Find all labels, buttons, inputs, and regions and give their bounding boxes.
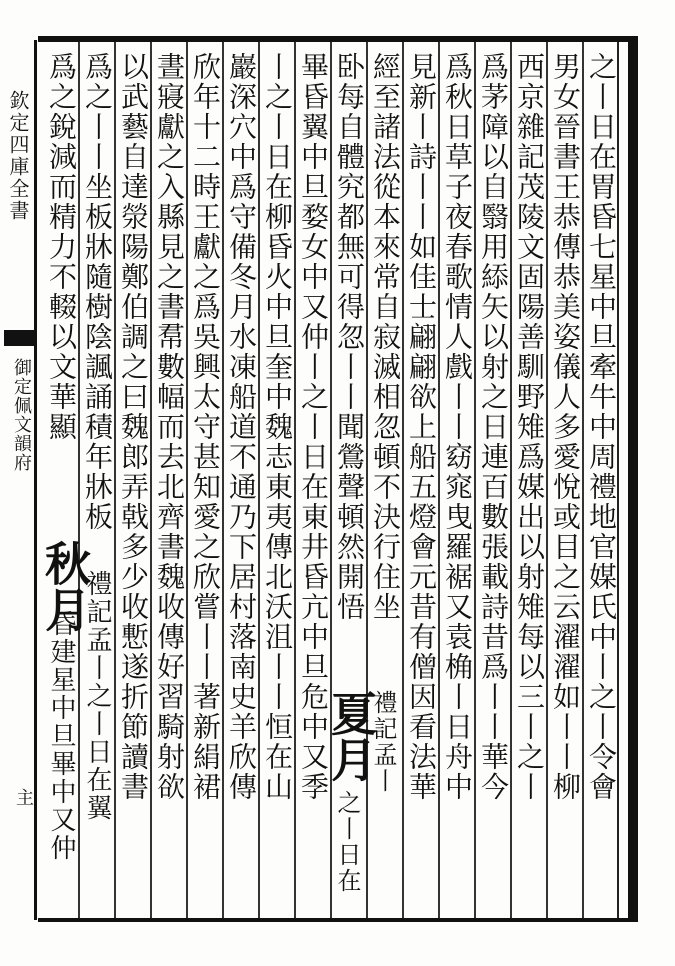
text-column: 經至諸法從本來常自寂滅相忽頓不決行住坐 (369, 52, 402, 622)
text-column: 爲秋日草子夜春歌情人戲丨丨窈窕曳羅裾又袁桷丨日舟中 (441, 52, 474, 802)
text-column: 晝寢獻之入縣見之書帬數幅而去北齊書魏收傳好習騎射欲 (153, 52, 186, 802)
frame-top-border (38, 36, 638, 42)
margin-vertical-title: 欽定四庫全書 (6, 90, 30, 222)
summer-note-line-1: 禮記孟丨 (369, 690, 397, 794)
text-column: 男女晉書王恭傳恭美姿儀人多愛悅或目之云濯濯如丨丨柳 (549, 52, 582, 802)
text-column: 巖深穴中爲守備冬月水凍船道不通乃下居村落南史羊欣傳 (225, 52, 258, 802)
text-column: 丨之丨日在柳昏火中旦奎中魏志東夷傳北沃沮丨丨恒在山 (261, 52, 294, 802)
frame-right-border (628, 36, 638, 922)
text-column: 卧每自體究都無可得忽丨丨聞鶯聲頓然開悟 (333, 52, 366, 622)
text-column: 爲之丨丨坐板牀隨樹陰諷誦積年牀板 (81, 52, 114, 532)
margin-folio-number: 主 (13, 788, 34, 806)
autumn-heading-text: 秋月 (38, 540, 92, 632)
autumn-note-line-1: 禮記孟丨之丨日在翼 (82, 570, 112, 822)
text-column-last: 爲之銳減而精力不輟以文華顯 (45, 52, 78, 442)
text-column: 欣年十二時王獻之爲吳興太守甚知愛之欣嘗丨丨著新絹裙 (189, 52, 222, 802)
text-column: 見新丨詩丨丨如佳士翩翩欲上船五燈會元昔有僧因看法華 (405, 52, 438, 802)
text-column: 西京雜記茂陵文固陽善馴野雉爲媒出以射雉每以三丨之丨 (513, 52, 546, 802)
frame-bottom-border (38, 918, 638, 922)
text-column: 以武藝自達滎陽鄭伯調之曰魏郎弄戟多少收慙遂折節讀書 (117, 52, 150, 802)
margin-book-title: 御定佩文韻府 (11, 358, 32, 472)
margin-fish-tail-block (4, 330, 34, 346)
page-margin (4, 40, 37, 920)
autumn-note-line-2: 昏建星中旦畢中又仲 (46, 610, 76, 862)
text-column: 畢昏翼中旦婺女中又仲丨之丨日在東井昏亢中旦危中又季 (297, 52, 330, 802)
summer-heading-text: 夏月 (324, 690, 378, 782)
text-column: 爲茅障以自翳用䋬矢以射之日連百數張載詩昔爲丨丨華今 (477, 52, 510, 802)
text-column: 之丨日在胃昏七星中旦牽牛中周禮地官媒氏中丨之丨令會 (585, 52, 618, 802)
summer-note-line-2: 之丨日在 (333, 790, 361, 894)
